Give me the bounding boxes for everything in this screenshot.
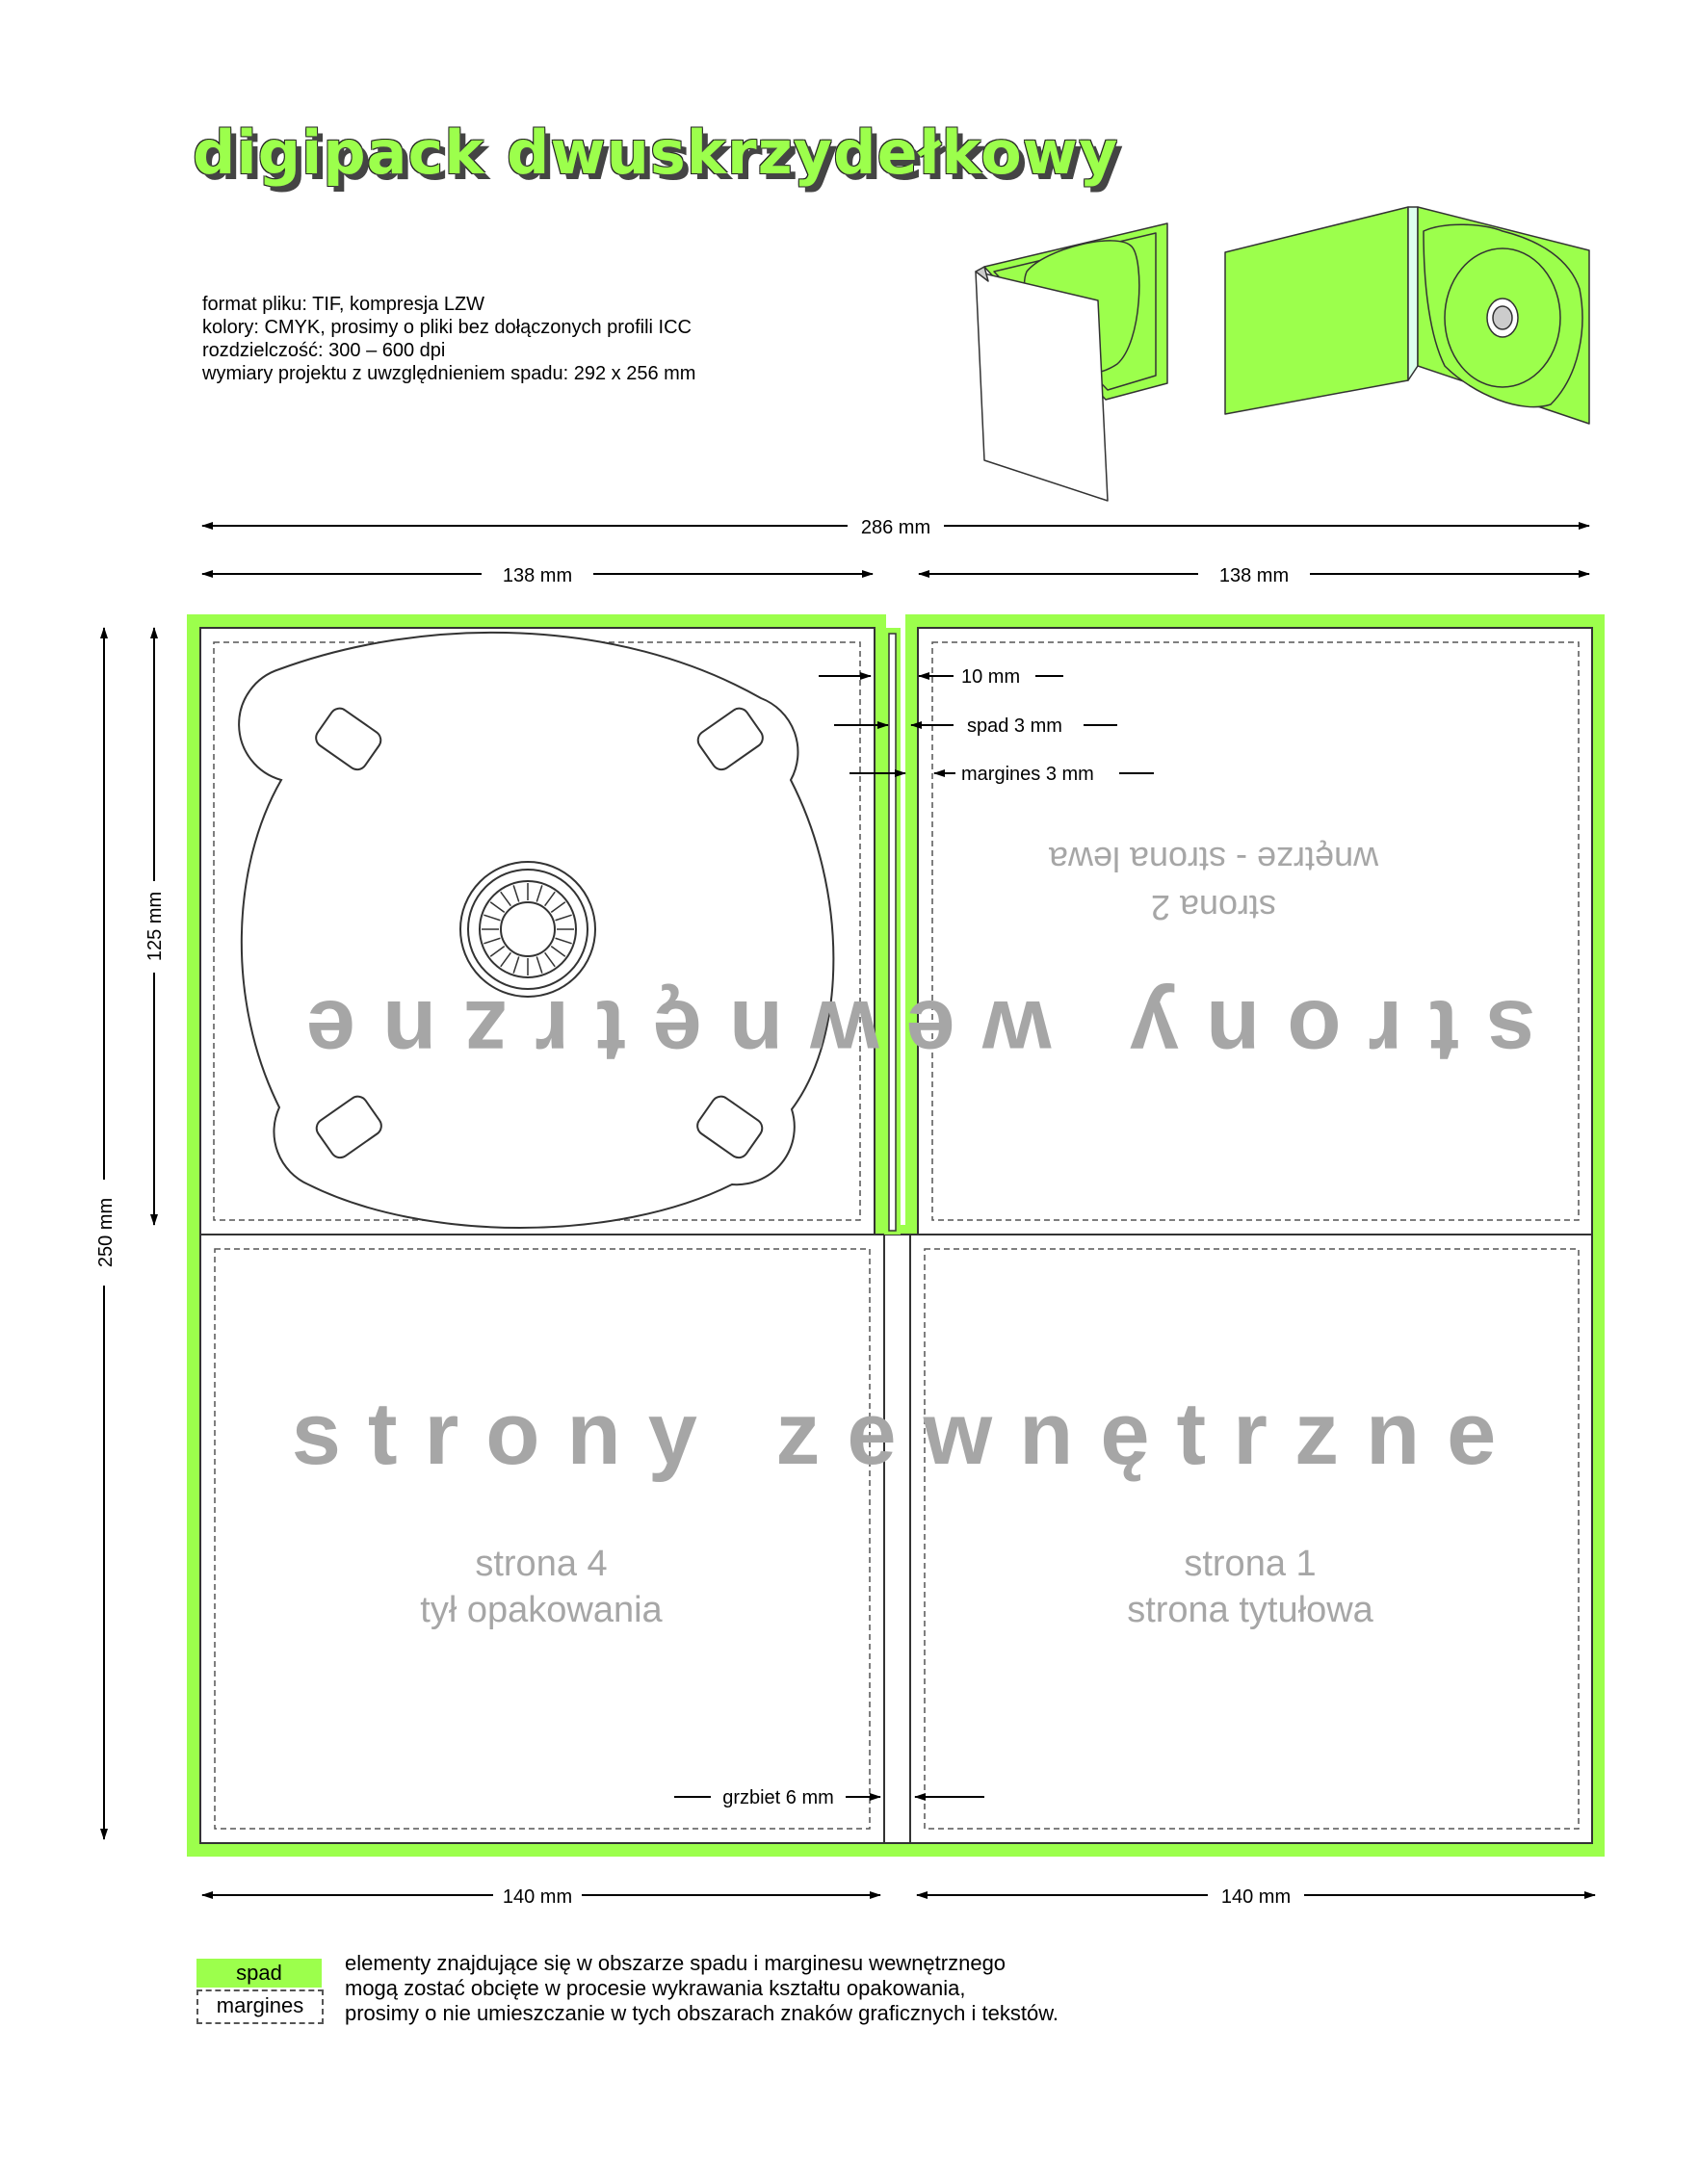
spec-dimensions: wymiary projektu z uwzględnieniem spadu: 292 x 256 mm <box>202 363 696 384</box>
legend-note-line: elementy znajdujące się w obszarze spadu i marginesu wewnętrznego <box>345 1951 1006 1975</box>
spec-format: format pliku: TIF, kompresja LZW <box>202 294 485 315</box>
page-title: digipack dwuskrzydełkowy <box>193 117 1119 188</box>
digipack-illustration-open-flat <box>1225 207 1589 424</box>
page4-sublabel: tył opakowania <box>420 1590 663 1630</box>
page1-label: strona 1 <box>1184 1544 1317 1584</box>
callout-margin-label: margines 3 mm <box>961 764 1094 785</box>
legend-bleed-swatch: spad <box>196 1959 322 1988</box>
inner-gap-slot <box>889 634 896 1231</box>
panel-back <box>200 1235 884 1843</box>
dimension-total-height-label: 250 mm <box>95 1197 117 1268</box>
legend-margin-swatch: margines <box>196 1989 324 2024</box>
panel-front <box>910 1235 1592 1843</box>
page2-label: strona 2 <box>1150 888 1277 927</box>
page4-label: strona 4 <box>475 1544 608 1584</box>
inner-pages-heading: strony wewnętrzne <box>278 982 1536 1080</box>
dimension-total-width-label: 286 mm <box>860 517 931 538</box>
page1-sublabel: strona tytułowa <box>1127 1590 1373 1630</box>
spec-colors: kolory: CMYK, prosimy o pliki bez dołączonych profili ICC <box>202 317 692 338</box>
callout-gap-label: 10 mm <box>961 666 1021 688</box>
legend-note-line: mogą zostać obcięte w procesie wykrawania kształtu opakowania, <box>345 1976 966 2000</box>
dimension-half-height-label: 125 mm <box>144 891 166 962</box>
legend-note <box>345 1951 1059 2026</box>
panel-spine <box>884 1235 910 1843</box>
digipack-illustration-open-left <box>976 223 1167 501</box>
spec-resolution: rozdzielczość: 300 – 600 dpi <box>202 340 446 361</box>
file-specs <box>202 293 695 385</box>
page2-sublabel: wnętrze - strona lewa <box>1048 840 1379 879</box>
dimension-bottom-right-label: 140 mm <box>1220 1886 1292 1908</box>
cd-tray <box>239 633 833 1228</box>
dimension-top-left-label: 138 mm <box>502 565 573 586</box>
legend-note-line: prosimy o nie umieszczanie w tych obszarach znaków graficznych i tekstów. <box>345 2001 1059 2025</box>
outer-pages-heading: strony zewnętrzne <box>291 1385 1524 1483</box>
callout-spine-label: grzbiet 6 mm <box>722 1787 834 1808</box>
callout-bleed-label: spad 3 mm <box>967 715 1062 737</box>
dimension-top-right-label: 138 mm <box>1218 565 1290 586</box>
dimension-bottom-left-label: 140 mm <box>502 1886 573 1908</box>
